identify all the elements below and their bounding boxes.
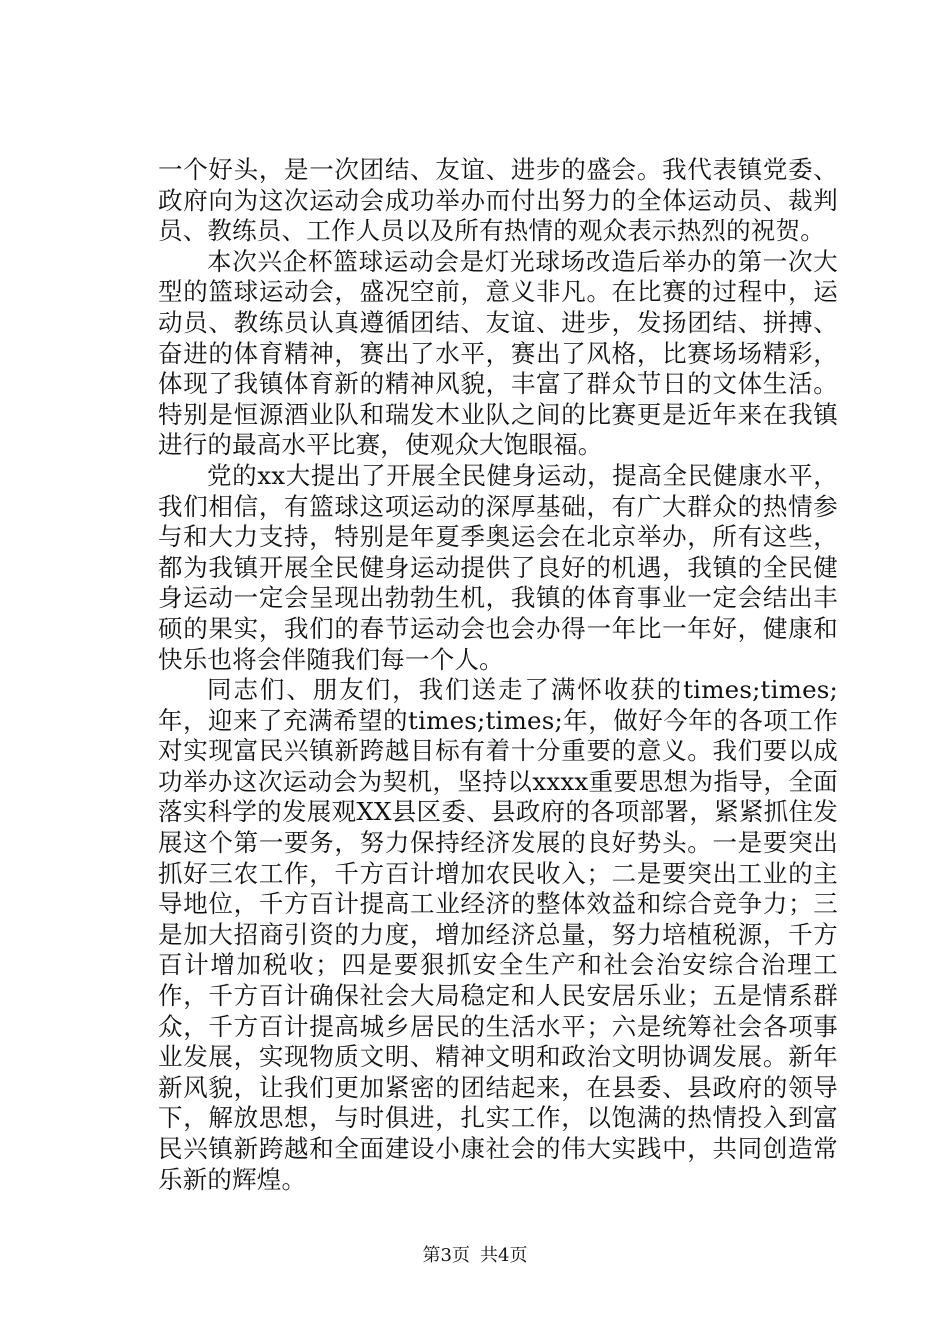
paragraph-2: 本次兴企杯篮球运动会是灯光球场改造后举办的第一次大型的篮球运动会，盛况空前，意义非凡。在比赛的过程中，运动员、教练员认真遵循团结、友谊、进步，发扬团结、拼搏、奋进的体育精神，赛出了水平，赛出了风格，比赛场场精彩，体现了我镇体育新的精神风貌，丰富了群众节日的文体生活。特别是恒源酒业队和瑞发木业队之间的比赛更是近年来在我镇进行的最高水平比赛，使观众大饱眼福。 <box>158 246 838 460</box>
page-footer <box>0 1245 950 1267</box>
page-total: 共4页 <box>480 1245 528 1266</box>
document-body <box>158 155 838 1195</box>
page-number: 第3页 <box>422 1245 470 1266</box>
paragraph-3: 党的xx大提出了开展全民健身运动，提高全民健康水平，我们相信，有篮球这项运动的深厚基础，有广大群众的热情参与和大力支持，特别是年夏季奥运会在北京举办，所有这些，都为我镇开展全民健身运动提供了良好的机遇，我镇的全民健身运动一定会呈现出勃勃生机，我镇的体育事业一定会结出丰硕的果实，我们的春节运动会也会办得一年比一年好，健康和快乐也将会伴随我们每一个人。 <box>158 460 838 674</box>
paragraph-4: 同志们、朋友们，我们送走了满怀收获的times;times;年，迎来了充满希望的times;times;年，做好今年的各项工作对实现富民兴镇新跨越目标有着十分重要的意义。我们要以成功举办这次运动会为契机，坚持以xxxx重要思想为指导，全面落实科学的发展观XX县区委、县政府的各项部署，紧紧抓住发展这个第一要务，努力保持经济发展的良好势头。一是要突出抓好三农工作，千方百计增加农民收入；二是要突出工业的主导地位，千方百计提高工业经济的整体效益和综合竞争力；三是加大招商引资的力度，增加经济总量，努力培植税源，千方百计增加税收；四是要狠抓安全生产和社会治安综合治理工作，千方百计确保社会大局稳定和人民安居乐业；五是情系群众，千方百计提高城乡居民的生活水平；六是统筹社会各项事业发展，实现物质文明、精神文明和政治文明协调发展。新年新风貌，让我们更加紧密的团结起来，在县委、县政府的领导下，解放思想，与时俱进，扎实工作，以饱满的热情投入到富民兴镇新跨越和全面建设小康社会的伟大实践中，共同创造常乐新的辉煌。 <box>158 675 838 1194</box>
paragraph-1: 一个好头，是一次团结、友谊、进步的盛会。我代表镇党委、政府向为这次运动会成功举办而付出努力的全体运动员、裁判员、教练员、工作人员以及所有热情的观众表示热烈的祝贺。 <box>158 155 838 246</box>
